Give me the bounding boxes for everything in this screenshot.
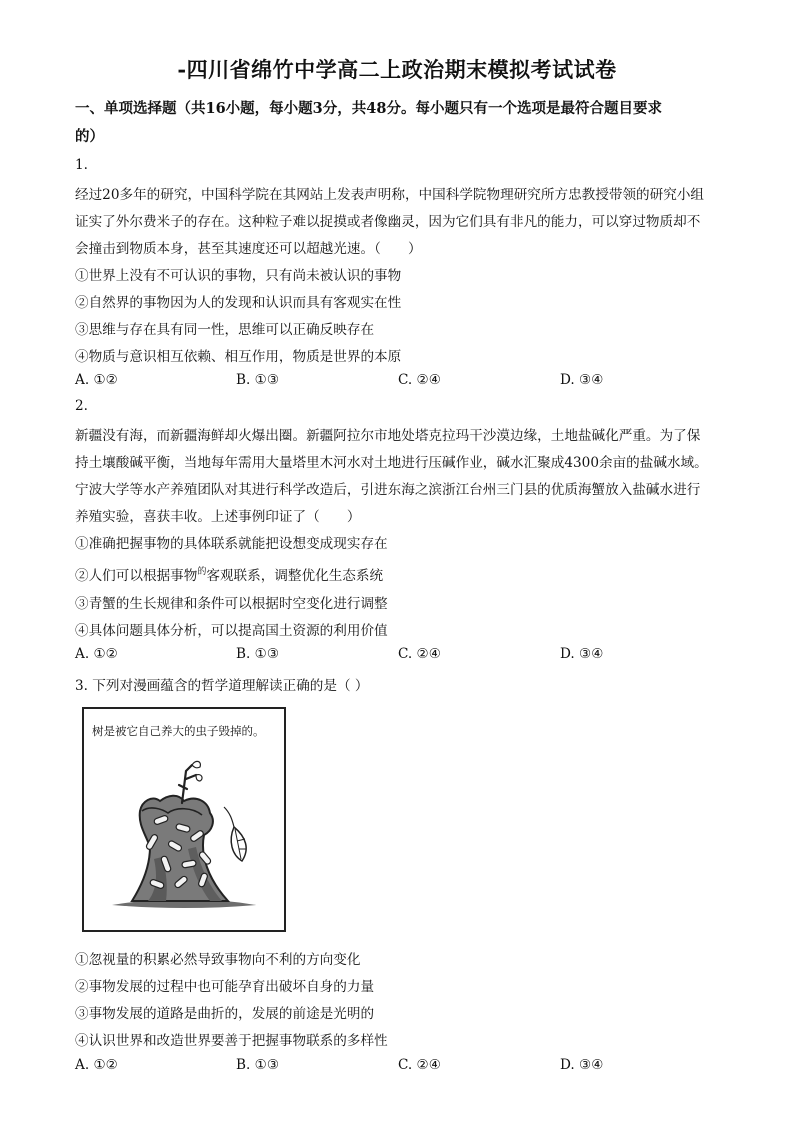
q2-number: 2. (75, 398, 88, 414)
q2-stem-line-2: 持土壤酸碱平衡，当地每年需用大量塔里木河水对土地进行压碱作业，碱水汇聚成4300余亩的盐碱水域。 (75, 455, 708, 471)
q2-statement-2-part-1: ②人们可以根据事物 (75, 568, 198, 584)
q3-options (75, 1057, 725, 1077)
q1-number: 1. (75, 157, 88, 173)
q1-statement-1: ①世界上没有不可认识的事物，只有尚未被认识的事物 (75, 268, 402, 284)
section-heading-line-2: 的） (75, 128, 104, 145)
q1-options (75, 372, 725, 392)
q2-option-a[interactable]: A. ①② (75, 646, 118, 662)
q3-stem: 3. 下列对漫画蕴含的哲学道理解读正确的是（ ） (75, 678, 369, 694)
q2-option-b[interactable]: B. ①③ (236, 646, 280, 662)
q3-statement-4: ④认识世界和改造世界要善于把握事物联系的多样性 (75, 1033, 388, 1049)
q3-option-b[interactable]: B. ①③ (236, 1057, 280, 1073)
q3-option-d[interactable]: D. ③④ (560, 1057, 604, 1073)
q2-stem-line-1: 新疆没有海，而新疆海鲜却火爆出圈。新疆阿拉尔市地处塔克拉玛干沙漠边缘，土地盐碱化严重。为了保 (75, 428, 701, 444)
q3-option-c[interactable]: C. ②④ (398, 1057, 441, 1073)
q2-options (75, 646, 725, 666)
q1-option-d[interactable]: D. ③④ (560, 372, 604, 388)
cartoon-image (82, 707, 286, 932)
q2-statement-1: ①准确把握事物的具体联系就能把设想变成现实存在 (75, 536, 388, 552)
exam-title: -四川省绵竹中学高二上政治期末模拟考试试卷 (177, 57, 617, 82)
q1-statement-2: ②自然界的事物因为人的发现和认识而具有客观实在性 (75, 295, 402, 311)
q1-stem-line-2: 证实了外尔费米子的存在。这种粒子难以捉摸或者像幽灵，因为它们具有非凡的能力，可以穿过物质却不 (75, 214, 701, 230)
q1-stem-line-3: 会撞击到物质本身，甚至其速度还可以超越光速。（ ） (75, 241, 422, 257)
q1-option-c[interactable]: C. ②④ (398, 372, 441, 388)
q2-statement-4: ④具体问题具体分析，可以提高国土资源的利用价值 (75, 623, 388, 639)
q2-statement-2 (75, 564, 725, 584)
q2-stem-line-4: 养殖实验，喜获丰收。上述事例印证了（ ） (75, 509, 361, 525)
q1-option-a[interactable]: A. ①② (75, 372, 118, 388)
q1-option-b[interactable]: B. ①③ (236, 372, 280, 388)
section-heading (75, 95, 725, 151)
q3-statement-3: ③事物发展的道路是曲折的，发展的前途是光明的 (75, 1006, 375, 1022)
q2-option-c[interactable]: C. ②④ (398, 646, 441, 662)
q2-stem-line-3: 宁波大学等水产养殖团队对其进行科学改造后，引进东海之滨浙江台州三门县的优质海蟹放入盐碱水进行 (75, 482, 701, 498)
q2-statement-3: ③青蟹的生长规律和条件可以根据时空变化进行调整 (75, 596, 388, 612)
q2-statement-2-small: 的 (197, 567, 207, 577)
q2-statement-2-part-2: 客观联系，调整优化生态系统 (206, 568, 384, 584)
q3-statement-2: ②事物发展的过程中也可能孕育出破坏自身的力量 (75, 979, 375, 995)
cartoon-caption: 树是被它自己养大的虫子毁掉的。 (92, 724, 265, 738)
q2-option-d[interactable]: D. ③④ (560, 646, 604, 662)
section-heading-line-1: 一、单项选择题（共16小题，每小题3分，共48分。每小题只有一个选项是最符合题目要求 (75, 100, 662, 117)
q3-option-a[interactable]: A. ①② (75, 1057, 118, 1073)
q3-statement-1: ①忽视量的积累必然导致事物向不利的方向变化 (75, 952, 361, 968)
q1-statement-3: ③思维与存在具有同一性，思维可以正确反映存在 (75, 322, 375, 338)
q1-statement-4: ④物质与意识相互依赖、相互作用，物质是世界的本原 (75, 349, 402, 365)
q1-stem-line-1: 经过20多年的研究，中国科学院在其网站上发表声明称，中国科学院物理研究所方忠教授带领的研究小组 (75, 187, 705, 203)
tree-drawing (84, 709, 284, 930)
